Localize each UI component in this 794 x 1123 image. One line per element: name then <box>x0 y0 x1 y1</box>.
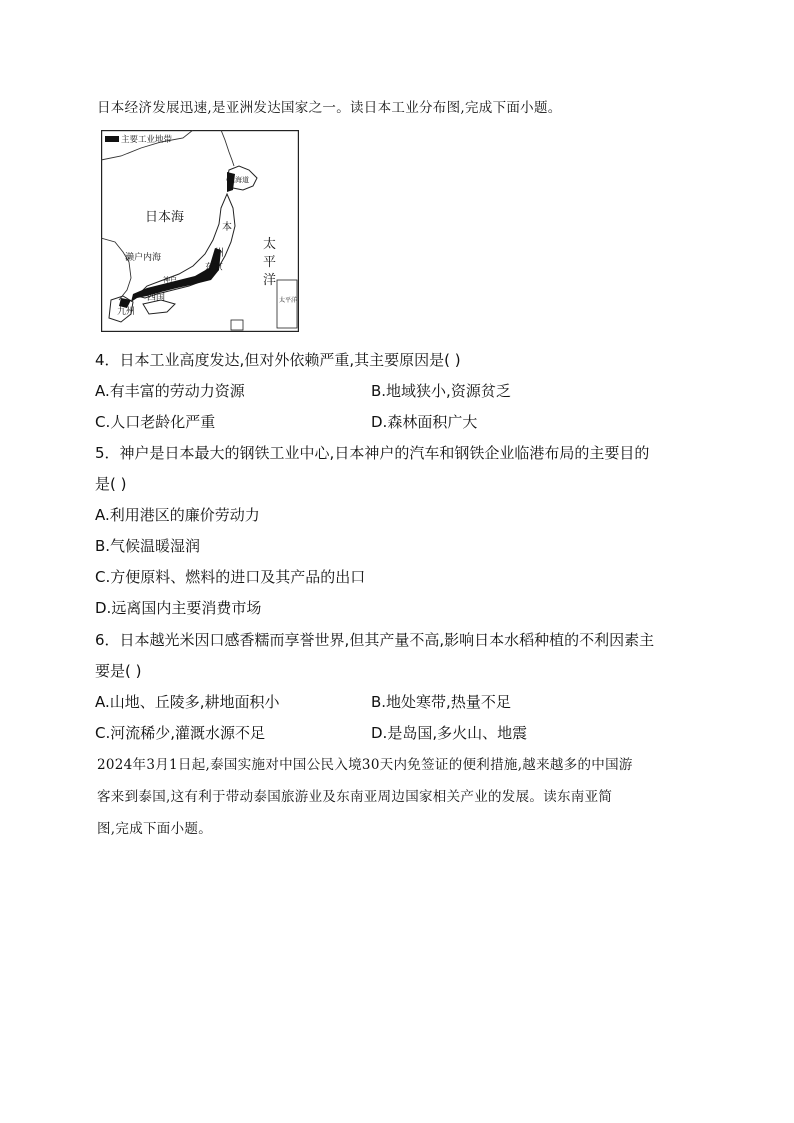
q6-option-b[interactable]: B.地处寒带,热量不足 <box>371 693 511 711</box>
intro-text-thailand-line2: 客来到泰国,这有利于带动泰国旅游业及东南亚周边国家相关产业的发展。读东南亚简 <box>97 789 613 805</box>
q4-stem: 4．日本工业高度发达,但对外依赖严重,其主要原因是( ) <box>95 351 461 369</box>
japan-industry-map <box>101 130 299 332</box>
q6-stem-line1: 6．日本越光米因口感香糯而享誉世界,但其产量不高,影响日本水稻种植的不利因素主 <box>95 631 655 649</box>
q5-option-c[interactable]: C.方便原料、燃料的进口及其产品的出口 <box>95 568 366 586</box>
label-kyushu: 九州 <box>117 307 136 317</box>
q5-stem-line1: 5．神户是日本最大的钢铁工业中心,日本神户的汽车和钢铁企业临港布局的主要目的 <box>95 444 650 462</box>
q5-option-b[interactable]: B.气候温暖湿润 <box>95 537 201 555</box>
legend-swatch <box>105 136 119 142</box>
label-honshu-2: 州 <box>214 248 224 259</box>
label-pacific-line: 太 <box>263 237 277 252</box>
q4-option-c[interactable]: C.人口老龄化严重 <box>95 413 216 431</box>
intro-text-japan: 日本经济发展迅速,是亚洲发达国家之一。读日本工业分布图,完成下面小题。 <box>97 100 562 116</box>
label-kobe: 神户 <box>163 276 177 284</box>
label-seto-inland-sea: 濑户内海 <box>125 253 162 263</box>
q5-option-a[interactable]: A.利用港区的廉价劳动力 <box>95 506 260 524</box>
q4-option-a[interactable]: A.有丰富的劳动力资源 <box>95 382 245 400</box>
q6-stem-line2: 要是( ) <box>95 662 142 680</box>
intro-text-thailand-line3: 图,完成下面小题。 <box>97 821 212 837</box>
label-hokkaido: 北海道 <box>228 176 249 184</box>
label-pacific-char: 洋 <box>263 273 277 288</box>
q5-option-d[interactable]: D.远离国内主要消费市场 <box>95 599 262 617</box>
label-shikoku: 四国 <box>147 293 166 303</box>
q5-stem-line2: 是( ) <box>95 475 127 493</box>
label-pacific-inset: 太平洋 <box>279 297 298 304</box>
intro-text-thailand-line1: 2024年3月1日起,泰国实施对中国公民入境30天内免签证的便利措施,越来越多的中国游 <box>97 757 633 773</box>
label-sea-of-japan: 日本海 <box>145 210 185 225</box>
q6-option-c[interactable]: C.河流稀少,灌溉水源不足 <box>95 724 266 742</box>
q4-option-b[interactable]: B.地域狭小,资源贫乏 <box>371 382 511 400</box>
q6-option-d[interactable]: D.是岛国,多火山、地震 <box>371 724 528 742</box>
label-tokyo: 东京 <box>205 263 224 273</box>
q6-option-a[interactable]: A.山地、丘陵多,耕地面积小 <box>95 693 280 711</box>
label-honshu-1: 本 <box>222 222 232 233</box>
q4-option-d[interactable]: D.森林面积广大 <box>371 413 478 431</box>
label-pacific-char: 平 <box>263 255 277 270</box>
japan-map-svg <box>101 130 299 332</box>
legend-label: 主要工业地带 <box>121 135 173 145</box>
